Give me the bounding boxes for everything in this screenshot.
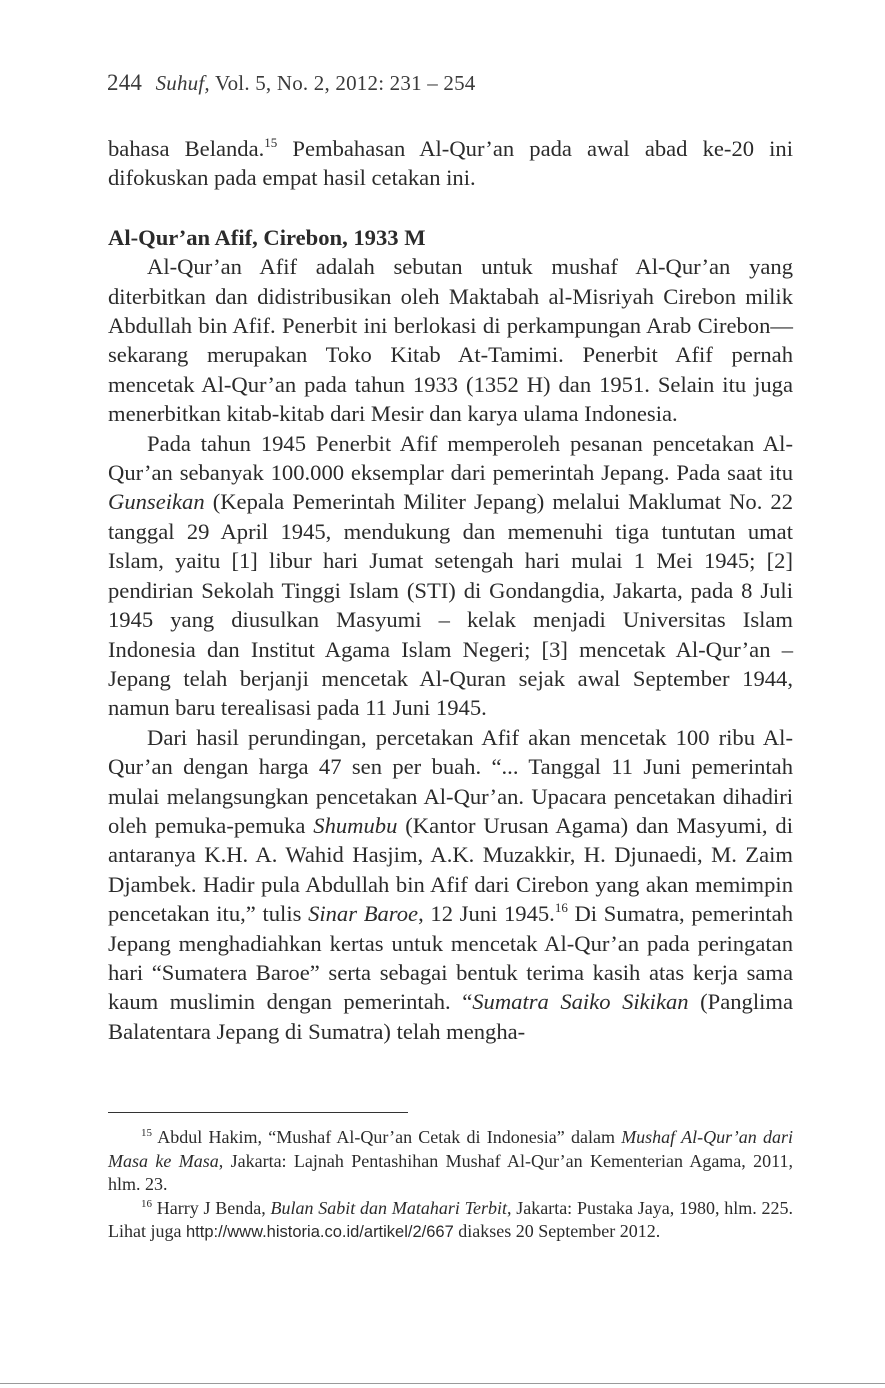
paragraph-afif: Al-Qur’an Afif adalah sebutan untuk mushaf Al-Qur’an yang diterbitkan dan didistribusikan oleh Maktabah al-Misriyah Cirebon milik Abdullah bin Afif. Penerbit ini berlokasi di perkampungan Arab Cirebon—sekarang merupakan Toko Kitab At-Tamimi. Penerbit Afif pernah mencetak Al-Qur’an pada tahun 1933 (1352 H) dan 1951. Selain itu juga menerbitkan kitab-kitab dari Mesir dan karya ulama Indonesia. <box>108 254 793 427</box>
text-run: diakses 20 September 2012. <box>453 1221 661 1242</box>
italic-title: Mushaf Al-Qur’an dari Masa ke Masa <box>108 1127 793 1171</box>
volume-info: Vol. 5, No. 2, 2012: 231 – 254 <box>214 71 476 95</box>
footnote-divider <box>108 1112 408 1113</box>
italic-term: Gunseikan <box>108 489 205 515</box>
text-run: Abdul Hakim, “Mushaf Al-Qur’an Cetak di Indonesia” dalam <box>152 1127 622 1147</box>
scan-edge-line <box>0 1383 885 1384</box>
main-text <box>108 134 793 1046</box>
footnote-number: 15 <box>141 1127 152 1139</box>
text-run: Dari hasil perundingan, percetakan Afif akan mencetak 100 ribu Al-Qur’an dengan harga 47 sen per buah. “... Tanggal 11 Juni pemerintah mulai melangsungkan pencetakan Al-Qur’an. Upacara pencetakan dihadiri oleh pemuka-pemuka <box>108 724 793 838</box>
page-number: 244 <box>107 70 143 95</box>
text-run: (Panglima Balatentara Jepang di Sumatra) telah mengha- <box>108 989 793 1044</box>
text-run: Pada tahun 1945 Penerbit Afif memperoleh pesanan pencetakan Al-Qur’an sebanyak 100.000 eksemplar dari pemerintah Jepang. Pada saat itu <box>108 430 793 486</box>
text-run: , Jakarta: Pustaka Jaya, 1980, hlm. 225. Lihat juga <box>108 1197 793 1242</box>
text-run: bahasa Belanda. <box>108 136 265 161</box>
running-header <box>107 70 475 96</box>
text-run: Di Sumatra, pemerintah Jepang menghadiahkan kertas untuk mencetak Al-Qur’an pada peringatan hari “Sumatera Baroe” serta sebagai bentuk terima kasih atas kerja sama kaum muslimin dengan pemerintah. “ <box>108 901 793 1015</box>
footnote-ref-16[interactable]: 16 <box>554 900 568 916</box>
italic-term: Sumatra Saiko Sikikan <box>472 989 689 1015</box>
paragraph-1945 <box>108 429 793 723</box>
footnotes <box>108 1126 793 1245</box>
text-run: , 12 Juni 1945. <box>418 901 555 927</box>
footnote-16 <box>108 1197 793 1245</box>
section-heading: Al-Qur’an Afif, Cirebon, 1933 M <box>108 224 426 250</box>
footnote-ref-15[interactable]: 15 <box>264 135 278 150</box>
footnote-url-link[interactable]: http://www.historia.co.id/artikel/2/667 <box>185 1223 454 1242</box>
text-run: Harry J Benda, <box>152 1197 271 1218</box>
italic-title: Bulan Sabit dan Matahari Terbit <box>270 1197 507 1218</box>
text-run: , Jakarta: Lajnah Pentashihan Mushaf Al-Qur’an Kementerian Agama, 2011, hlm. 23. <box>108 1150 793 1195</box>
text-run: Pembahasan Al-Qur’an pada awal abad ke-20 ini difokuskan pada empat hasil cetakan ini. <box>108 136 794 191</box>
paragraph-perundingan <box>108 723 793 1046</box>
footnote-number: 16 <box>141 1197 152 1210</box>
text-run: (Kepala Pemerintah Militer Jepang) melalui Maklumat No. 22 tanggal 29 April 1945, mendukung dan memenuhi tiga tuntutan umat Islam, yaitu [1] libur hari Jumat setengah hari mulai 1 Mei 1945; [2] pendirian Sekolah Tinggi Islam (STI) di Gondangdia, Jakarta, pada 8 Juli 1945 yang diusulkan Masyumi – kelak menjadi Universitas Islam Indonesia dan Institut Agama Islam Negeri; [3] mencetak Al-Qur’an – Jepang telah berjanji mencetak Al-Quran sejak awal September 1944, namun baru terealisasi pada 11 Juni 1945. <box>108 489 793 721</box>
paragraph-intro <box>108 134 793 193</box>
journal-title: Suhuf, <box>155 71 210 95</box>
italic-term: Sinar Baroe <box>308 901 419 927</box>
italic-term: Shumubu <box>313 812 398 838</box>
text-run: (Kantor Urusan Agama) dan Masyumi, di antaranya K.H. A. Wahid Hasjim, A.K. Muzakkir, H. Djunaedi, M. Zaim Djambek. Hadir pula Abdullah bin Afif dari Cirebon yang akan memimpin pencetakan itu,” tulis <box>108 812 793 927</box>
footnote-15 <box>108 1126 793 1197</box>
